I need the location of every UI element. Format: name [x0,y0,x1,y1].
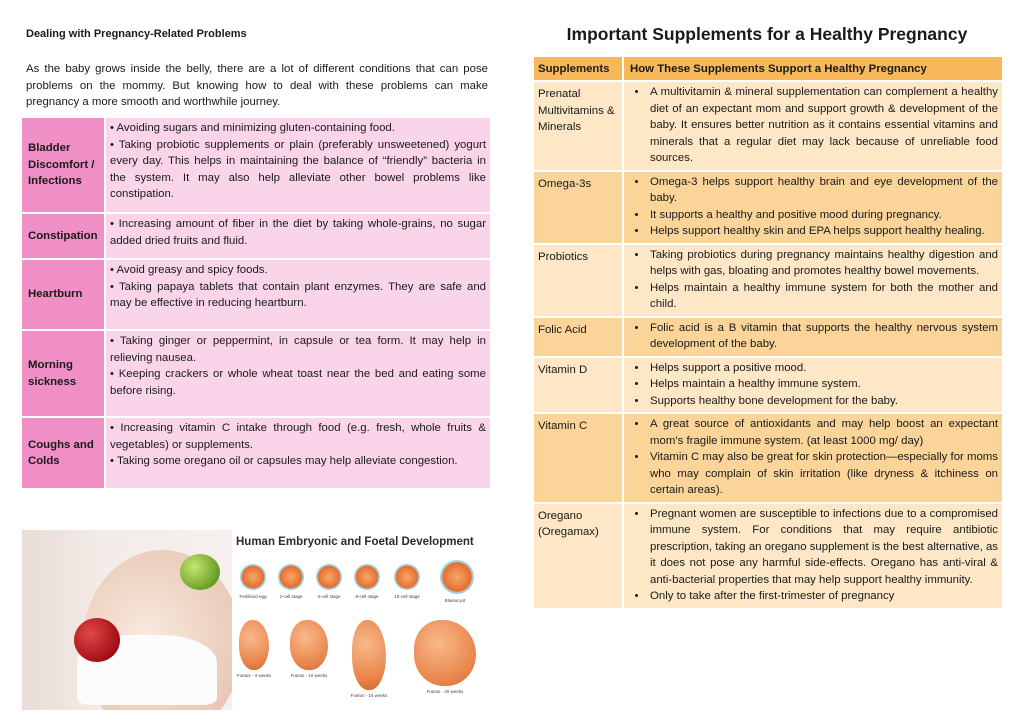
problem-name: Coughs and Colds [22,418,104,488]
supplement-benefits [622,504,1002,608]
supplement-name: Probiotics [538,250,589,263]
supplement-benefits [622,318,1002,356]
problem-row [22,118,490,214]
benefit-item: • Helps support healthy skin and EPA helps support healthy healing. [648,223,998,240]
foetus-icon [290,620,328,670]
foetus-icon [352,620,386,690]
benefit-item: • Helps maintain a healthy immune system for both the mother and child. [648,280,998,313]
stage-item [392,564,422,599]
intro-paragraph: As the baby grows inside the belly, there are a lot of different conditions that can pose problems on the mommy. But knowing how to deal with these problems can make pregnancy a more smooth and worthwhile journey. [26,63,488,108]
stage-caption: 8-cell stage [355,594,379,599]
red-apple-icon [74,618,120,662]
problem-name: Constipation [22,214,104,258]
benefit-item: • It supports a healthy and positive mood during pregnancy. [648,207,998,224]
remedy-line: • Increasing amount of fiber in the diet by taking whole-grains, no sugar added dried fruits and fluid. [110,218,486,247]
supplement-benefits [622,172,1002,243]
remedy-line: • Increasing vitamin C intake through food (e.g. fresh, whole fruits & vegetables) or supplements. [110,422,486,451]
remedy-line: • Taking some oregano oil or capsules may help alleviate congestion. [110,455,458,467]
benefit-item: • Taking probiotics during pregnancy maintains healthy digestion and helps with gas, bloating and promotes healthy bowel movements. [648,247,998,280]
problem-row [22,214,490,260]
pregnant-woman-photo [22,530,232,710]
problem-remedies [104,214,490,258]
foetus-item [234,620,274,678]
stage-caption: Fertilized egg [239,594,267,599]
supplement-name: Omega-3s [538,177,592,190]
problem-row [22,260,490,331]
benefit-item: • A multivitamin & mineral supplementation can complement a healthy diet of an expectant mom and support growth & development of the baby. It ensures better nutrition as it contains essential vitamins and minerals that a regular diet may lack because of unreliable food sources. [648,84,998,167]
stage-caption: 16-cell stage [394,594,420,599]
figure-title: Human Embryonic and Foetal Development [236,536,474,548]
supplement-benefits [622,414,1002,502]
problem-remedies [104,418,490,488]
supplement-benefits [622,82,1002,170]
cell-icon [278,564,304,590]
table-row [534,80,1002,170]
foetus-icon [414,620,476,686]
header-support: How These Supplements Support a Healthy Pregnancy [622,57,1002,80]
stage-item [314,564,344,599]
benefit-item: • Vitamin C may also be great for skin protection—especially for moms who may complain of skin irritation (like dryness & itchiness on certain areas). [648,449,998,499]
table-row [534,412,1002,502]
foetus-caption: Foetus - 10 weeks [290,673,328,678]
green-apple-icon [180,554,220,590]
supplement-name: Vitamin D [538,363,588,376]
page-title: Important Supplements for a Healthy Pregnancy [566,24,968,44]
problem-name: Heartburn [22,260,104,329]
problems-table [22,118,490,490]
benefit-item: • A great source of antioxidants and may help boost an expectant mom’s fragile immune system. (at least 1000 mg/ day) [648,416,998,449]
benefit-item: • Supports healthy bone development for the baby. [648,393,998,410]
stage-item [276,564,306,599]
table-row [534,316,1002,356]
cell-icon [394,564,420,590]
table-row [534,243,1002,316]
development-figure [232,530,490,710]
foetus-icon [239,620,269,670]
foetus-item [410,620,480,694]
foetus-item [344,620,394,698]
foetus-caption: Foetus - 16 weeks [350,693,388,698]
section-heading: Dealing with Pregnancy-Related Problems [26,28,247,40]
benefit-item: • Only to take after the first-trimester of pregnancy [648,588,998,605]
cell-icon [354,564,380,590]
problem-remedies [104,118,490,212]
supplements-table [534,57,1002,608]
benefit-item: • Helps support a positive mood. [648,360,998,377]
table-header [534,57,1002,80]
benefit-item: • Pregnant women are susceptible to infections due to a compromised immune system. For conditions that may require antibiotic prescription, taking an oregano supplement is the best alternative, as it does not pose any harmful side-effects. Oregano has anti-viral & anti-bacterial properties that may help support healthy immunity. [648,506,998,589]
foetus-caption: Foetus - 4 weeks [236,673,272,678]
cell-icon [240,564,266,590]
problem-row [22,331,490,418]
stage-caption: 2-cell stage [279,594,303,599]
supplement-name: Folic Acid [538,323,587,336]
table-row [534,502,1002,608]
problem-name: Bladder Discomfort / Infections [22,118,104,212]
problem-remedies [104,260,490,329]
remedy-line: • Taking probiotic supplements or plain (preferably unsweetened) yogurt every day. This helps in maintaining the balance of “friendly” bacteria in the system. It may also help alleviate other bowel problems like constipation. [110,138,486,200]
remedy-line: • Avoid greasy and spicy foods. [110,264,268,276]
supplement-benefits [622,358,1002,413]
remedy-line: • Avoiding sugars and minimizing gluten-containing food. [110,122,395,134]
remedy-line: • Taking ginger or peppermint, in capsule or tea form. It may help in relieving nausea. [110,335,486,364]
header-supplements: Supplements [538,62,610,75]
benefit-item: • Omega-3 helps support healthy brain and eye development of the baby. [648,174,998,207]
supplement-benefits [622,245,1002,316]
problem-remedies [104,331,490,416]
stage-caption: 4-cell stage [317,594,341,599]
foetus-item [284,620,334,678]
supplement-name: Oregano (Oregamax) [538,509,599,538]
table-row [534,170,1002,243]
problem-name: Morning sickness [22,331,104,416]
blastocyst-icon [440,560,474,594]
table-row [534,356,1002,413]
stage-item [238,564,268,599]
benefit-item: • Folic acid is a B vitamin that supports the healthy nervous system development of the baby. [648,320,998,353]
problem-row [22,418,490,490]
remedy-line: • Keeping crackers or whole wheat toast near the bed and eating some before rising. [110,368,486,397]
remedy-line: • Taking papaya tablets that contain plant enzymes. They are safe and may be effective in reducing heartburn. [110,280,486,309]
stage-item [352,564,382,599]
supplement-name: Vitamin C [538,420,588,432]
stage-item [440,564,470,603]
benefit-item: • Helps maintain a healthy immune system. [648,376,998,393]
stage-caption: Blastocyst [444,598,466,603]
supplement-name: Prenatal Multivitamins & Minerals [538,88,615,133]
foetus-caption: Foetus - 20 weeks [426,689,464,694]
cell-icon [316,564,342,590]
